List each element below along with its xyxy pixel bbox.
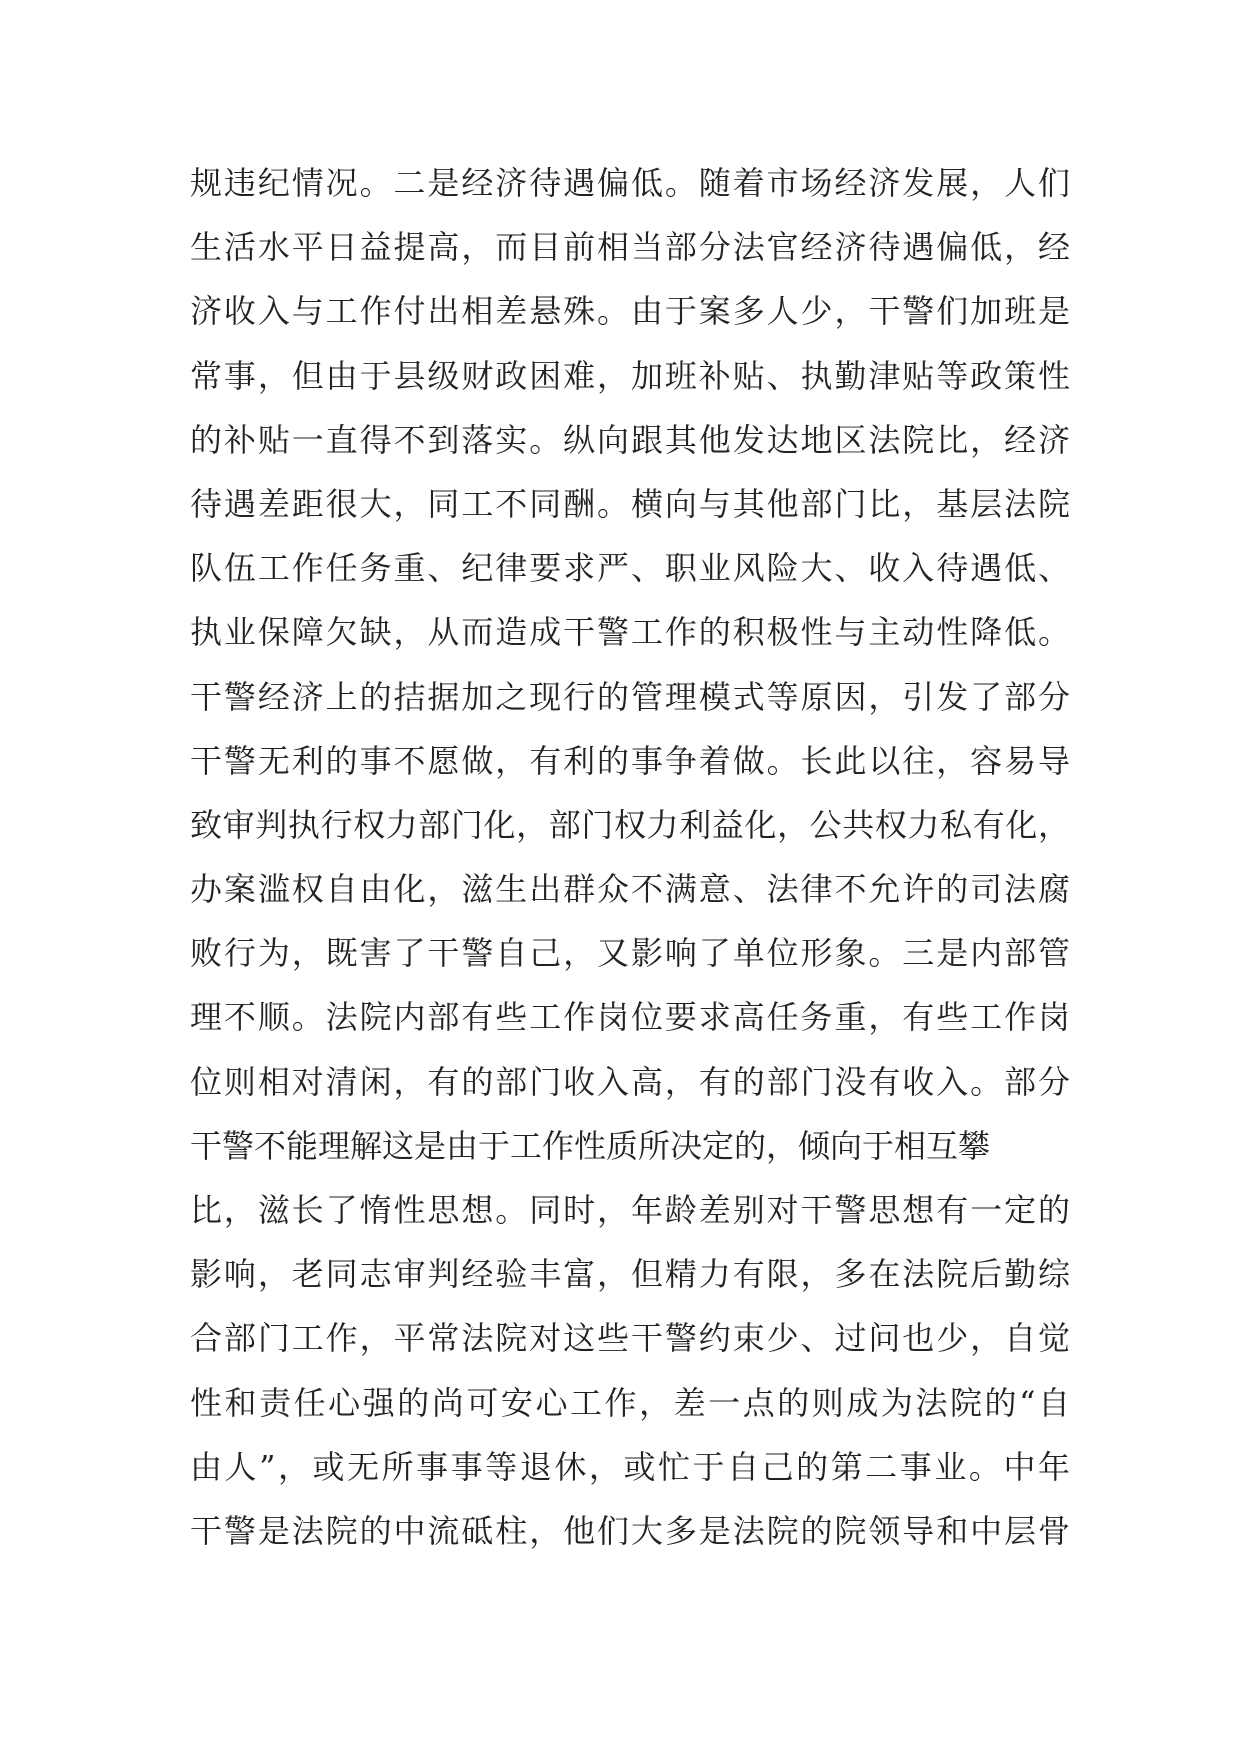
text-line: 影响，老同志审判经验丰富，但精力有限，多在法院后勤综 [190,1255,1070,1294]
text-line: 干警经济上的拮据加之现行的管理模式等原因，引发了部分 [190,677,1070,716]
text-line: 济收入与工作付出相差悬殊。由于案多人少，干警们加班是 [190,292,1070,331]
text-line: 的补贴一直得不到落实。纵向跟其他发达地区法院比，经济 [190,420,1070,459]
text-line: 合部门工作，平常法院对这些干警约束少、过问也少，自觉 [190,1319,1070,1358]
text-line: 位则相对清闲，有的部门收入高，有的部门没有收入。部分 [190,1062,1070,1101]
text-line: 理不顺。法院内部有些工作岗位要求高任务重，有些工作岗 [190,998,1070,1037]
text-line: 生活水平日益提高，而目前相当部分法官经济待遇偏低，经 [190,228,1070,267]
text-line: 比，滋长了惰性思想。同时，年龄差别对干警思想有一定的 [190,1191,1070,1229]
text-line: 败行为，既害了干警自己，又影响了单位形象。三是内部管 [190,934,1070,973]
text-line: 执业保障欠缺，从而造成干警工作的积极性与主动性降低。 [190,613,1070,652]
text-line: 常事，但由于县级财政困难，加班补贴、执勤津贴等政策性 [190,356,1070,395]
text-line: 干警不能理解这是由于工作性质所决定的，倾向于相互攀 [190,1126,991,1165]
text-line: 办案滥权自由化，滋生出群众不满意、法律不允许的司法腐 [190,870,1070,909]
text-line: 由人”，或无所事事等退休，或忙于自己的第二事业。中年 [190,1447,1070,1486]
text-line: 干警无利的事不愿做，有利的事争着做。长此以往，容易导 [190,741,1070,780]
text-line: 干警是法院的中流砥柱，他们大多是法院的院领导和中层骨 [190,1511,1070,1550]
body-text [190,151,1070,1563]
text-line: 队伍工作任务重、纪律要求严、职业风险大、收入待遇低、 [190,549,1070,588]
text-line: 致审判执行权力部门化，部门权力利益化，公共权力私有化， [190,805,1070,844]
text-line: 规违纪情况。二是经济待遇偏低。随着市场经济发展，人们 [190,164,1070,202]
text-line: 性和责任心强的尚可安心工作，差一点的则成为法院的“自 [190,1383,1070,1422]
text-line: 待遇差距很大，同工不同酬。横向与其他部门比，基层法院 [190,484,1070,523]
